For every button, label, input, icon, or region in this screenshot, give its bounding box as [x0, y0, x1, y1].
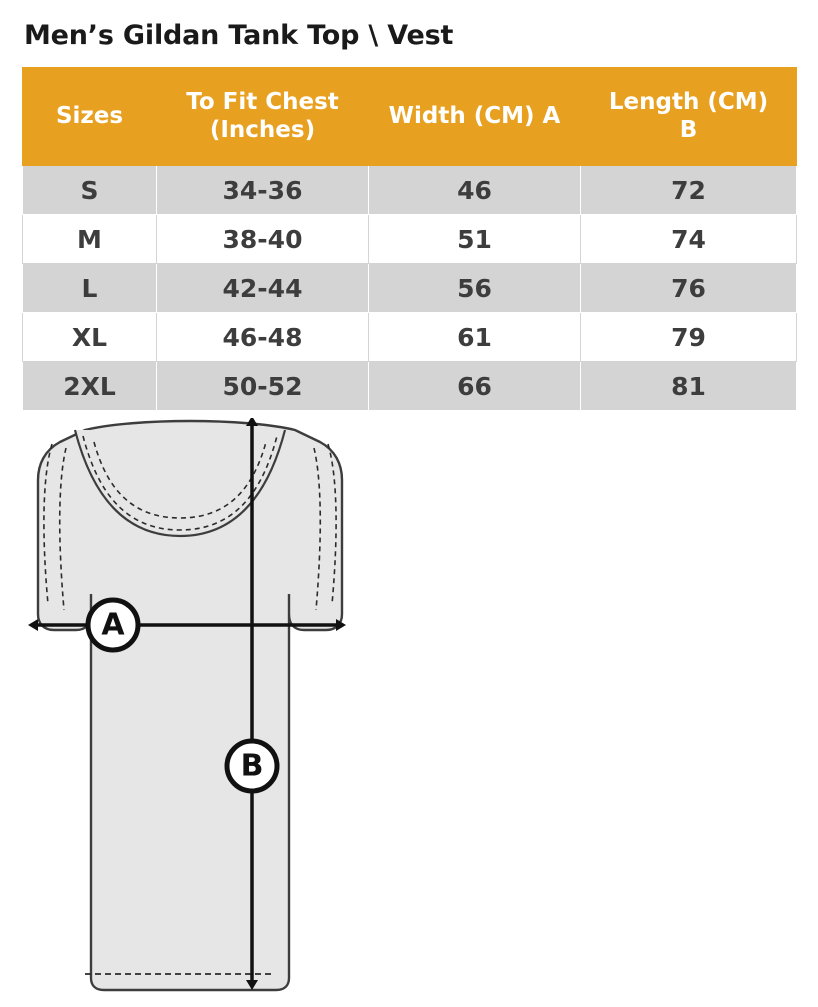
cell-size: M — [23, 215, 157, 264]
column-header-sizes-line1: Sizes — [55, 102, 124, 129]
column-header-sizes — [23, 68, 157, 166]
cell-chest: 34-36 — [157, 166, 369, 215]
cell-width: 51 — [369, 215, 581, 264]
page-title: Men’s Gildan Tank Top \ Vest — [24, 20, 454, 51]
table-body — [23, 166, 797, 411]
column-header-chest — [157, 68, 369, 166]
column-header-width — [369, 68, 581, 166]
cell-width: 46 — [369, 166, 581, 215]
column-header-length-line1: Length (CM) — [608, 89, 769, 116]
tank-top-shape — [38, 421, 342, 990]
size-chart-table — [22, 67, 797, 411]
table-header-row — [23, 68, 797, 166]
cell-width: 56 — [369, 264, 581, 313]
cell-chest: 46-48 — [157, 313, 369, 362]
cell-size: S — [23, 166, 157, 215]
width-marker-a-label: A — [101, 607, 125, 643]
column-header-chest-line1: To Fit Chest — [186, 89, 339, 116]
column-header-chest-line2: (Inches) — [209, 116, 316, 143]
table-row — [23, 313, 797, 362]
cell-length: 74 — [581, 215, 797, 264]
table-header — [23, 68, 797, 166]
length-marker-b-label: B — [240, 748, 264, 784]
cell-width: 61 — [369, 313, 581, 362]
length-marker-b — [227, 741, 277, 791]
table-row — [23, 215, 797, 264]
cell-size: XL — [23, 313, 157, 362]
cell-chest: 42-44 — [157, 264, 369, 313]
table-row — [23, 362, 797, 411]
cell-length: 79 — [581, 313, 797, 362]
cell-chest: 38-40 — [157, 215, 369, 264]
column-header-length — [581, 68, 797, 166]
column-header-length-line2: B — [679, 116, 698, 143]
column-header-width-line1: Width (CM) A — [388, 102, 561, 129]
garment-diagram — [0, 418, 818, 1007]
cell-size: 2XL — [23, 362, 157, 411]
table-row — [23, 166, 797, 215]
table-row — [23, 264, 797, 313]
cell-size: L — [23, 264, 157, 313]
cell-length: 72 — [581, 166, 797, 215]
width-marker-a — [88, 600, 138, 650]
cell-width: 66 — [369, 362, 581, 411]
cell-chest: 50-52 — [157, 362, 369, 411]
cell-length: 81 — [581, 362, 797, 411]
cell-length: 76 — [581, 264, 797, 313]
